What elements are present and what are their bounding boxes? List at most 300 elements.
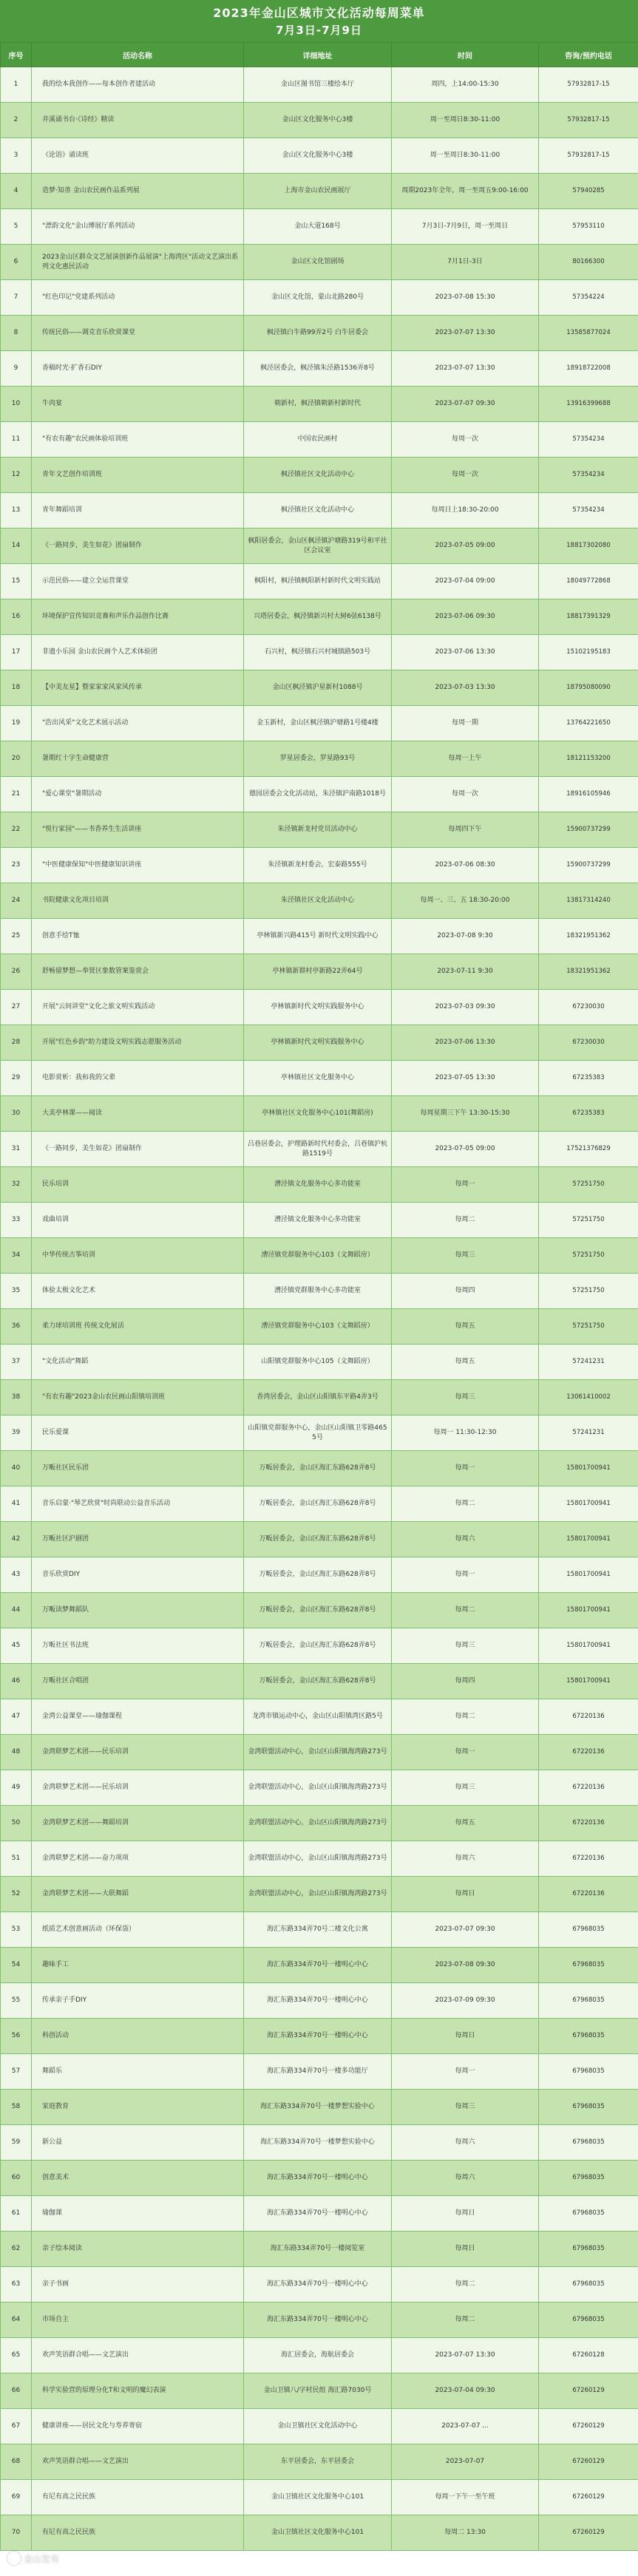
activity-time: 每周五 bbox=[392, 1345, 539, 1380]
row-index: 47 bbox=[1, 1699, 32, 1735]
activity-time: 2023-07-06 08:30 bbox=[392, 848, 539, 883]
activity-time: 2023-07-03 09:30 bbox=[392, 990, 539, 1025]
row-index: 33 bbox=[1, 1203, 32, 1238]
table-row bbox=[1, 174, 638, 209]
activity-time: 2023-07-07 bbox=[392, 2444, 539, 2480]
table-row bbox=[1, 493, 638, 529]
activity-name: 万畈社区书法班 bbox=[32, 1628, 244, 1664]
contact-phone: 67230030 bbox=[539, 990, 638, 1025]
activity-time: 每周三 bbox=[392, 2090, 539, 2125]
activity-address: 朱泾镇新龙村委会，宏泰路555号 bbox=[244, 848, 392, 883]
row-index: 58 bbox=[1, 2090, 32, 2125]
table-row bbox=[1, 1096, 638, 1132]
activity-time: 周四，上14:00-15:30 bbox=[392, 67, 539, 103]
activity-address: 亭林镇新时代文明实践服务中心 bbox=[244, 990, 392, 1025]
contact-phone: 67968035 bbox=[539, 2267, 638, 2303]
activity-time: 7月1日-3日 bbox=[392, 245, 539, 280]
row-index: 42 bbox=[1, 1522, 32, 1557]
contact-phone: 18918722008 bbox=[539, 351, 638, 387]
row-index: 9 bbox=[1, 351, 32, 387]
row-index: 31 bbox=[1, 1132, 32, 1167]
activity-time: 每周一 bbox=[392, 2054, 539, 2090]
activity-time: 每周一、三、五 18:30-20:00 bbox=[392, 883, 539, 919]
activity-address: 万畈居委会，金山区海汇东路628弄8号 bbox=[244, 1486, 392, 1522]
activity-name: 科学实验营的原理分化T和文明的魔幻表演 bbox=[32, 2373, 244, 2409]
activity-address: 海汇东路334弄70号一楼梦想实验中心 bbox=[244, 2125, 392, 2161]
activity-name: 趣味手工 bbox=[32, 1948, 244, 1983]
row-index: 67 bbox=[1, 2409, 32, 2444]
activity-time: 2023-07-06 09:30 bbox=[392, 599, 539, 635]
table-row bbox=[1, 1238, 638, 1274]
row-index: 40 bbox=[1, 1451, 32, 1486]
activity-name: 我的绘本我创作——每本创作者建活动 bbox=[32, 67, 244, 103]
activity-time: 每周日 bbox=[392, 2196, 539, 2232]
row-index: 59 bbox=[1, 2125, 32, 2161]
row-index: 43 bbox=[1, 1557, 32, 1593]
contact-phone: 15801700941 bbox=[539, 1593, 638, 1628]
table-row bbox=[1, 458, 638, 493]
activity-address: 万畈居委会，金山区海汇东路628弄8号 bbox=[244, 1522, 392, 1557]
contact-phone: 15900737299 bbox=[539, 848, 638, 883]
contact-phone: 67260129 bbox=[539, 2373, 638, 2409]
contact-phone: 67968035 bbox=[539, 1912, 638, 1948]
table-row bbox=[1, 599, 638, 635]
row-index: 60 bbox=[1, 2161, 32, 2196]
activity-time: 每周一期 bbox=[392, 706, 539, 741]
activity-address: 东平居委会，东平居委会 bbox=[244, 2444, 392, 2480]
activity-address: 漕泾镇文化服务中心多功能室 bbox=[244, 1167, 392, 1203]
contact-phone: 15801700941 bbox=[539, 1664, 638, 1699]
row-index: 7 bbox=[1, 280, 32, 316]
contact-phone: 18321951362 bbox=[539, 954, 638, 990]
row-index: 37 bbox=[1, 1345, 32, 1380]
activity-name: 民乐爱课 bbox=[32, 1416, 244, 1451]
activity-time: 2023-07-06 13:30 bbox=[392, 635, 539, 670]
activity-name: 井溪诵书台·《诗经》精读 bbox=[32, 103, 244, 138]
table-row bbox=[1, 670, 638, 706]
contact-phone: 15102195183 bbox=[539, 635, 638, 670]
activity-address: 金山卫镇社区文化服务中心101 bbox=[244, 2480, 392, 2515]
activity-address: 海汇东路334弄70号一楼梦想实验中心 bbox=[244, 2090, 392, 2125]
contact-phone: 57932817-15 bbox=[539, 138, 638, 174]
row-index: 65 bbox=[1, 2338, 32, 2373]
contact-phone: 18049772868 bbox=[539, 564, 638, 599]
activity-name: 万畈社区沪剧团 bbox=[32, 1522, 244, 1557]
contact-phone: 67235383 bbox=[539, 1096, 638, 1132]
contact-phone: 57251750 bbox=[539, 1167, 638, 1203]
activity-name: 电影赏析：我和我的父辈 bbox=[32, 1061, 244, 1096]
contact-phone: 57953110 bbox=[539, 209, 638, 245]
activity-time: 2023-07-07 13:30 bbox=[392, 351, 539, 387]
contact-phone: 57932817-15 bbox=[539, 103, 638, 138]
row-index: 57 bbox=[1, 2054, 32, 2090]
row-index: 27 bbox=[1, 990, 32, 1025]
table-row bbox=[1, 812, 638, 848]
table-row bbox=[1, 1557, 638, 1593]
table-row bbox=[1, 635, 638, 670]
table-row bbox=[1, 209, 638, 245]
activity-time: 2023-07-07 09:30 bbox=[392, 387, 539, 422]
table-body bbox=[1, 67, 638, 2551]
row-index: 49 bbox=[1, 1770, 32, 1806]
activity-time: 每周一上午 bbox=[392, 741, 539, 777]
table-row bbox=[1, 883, 638, 919]
row-index: 64 bbox=[1, 2303, 32, 2338]
activity-name: 民乐培训 bbox=[32, 1167, 244, 1203]
row-index: 4 bbox=[1, 174, 32, 209]
activity-address: 亭林镇新群村亭新路22弄64号 bbox=[244, 954, 392, 990]
activity-address: 金山卫镇八/字村民组 海汇路7030号 bbox=[244, 2373, 392, 2409]
watermark bbox=[7, 2550, 59, 2566]
table-row bbox=[1, 1167, 638, 1203]
activity-address: 亭林镇社区文化服务中心101(舞蹈房) bbox=[244, 1096, 392, 1132]
row-index: 13 bbox=[1, 493, 32, 529]
column-header-phone: 咨询/预约电话 bbox=[539, 43, 638, 67]
row-index: 39 bbox=[1, 1416, 32, 1451]
activity-time: 每周一次 bbox=[392, 458, 539, 493]
activity-name: 万畈社区民乐团 bbox=[32, 1451, 244, 1486]
activity-address: 金湾联盟活动中心，金山区山阳镇海湾路273号 bbox=[244, 1770, 392, 1806]
row-index: 52 bbox=[1, 1877, 32, 1912]
contact-phone: 13585877024 bbox=[539, 316, 638, 351]
row-index: 54 bbox=[1, 1948, 32, 1983]
activity-address: 亭林镇社区文化服务中心 bbox=[244, 1061, 392, 1096]
contact-phone: 57251750 bbox=[539, 1274, 638, 1309]
table-row bbox=[1, 1877, 638, 1912]
table-row bbox=[1, 1735, 638, 1770]
activity-time: 周期2023年全年，周一至周五9:00-16:00 bbox=[392, 174, 539, 209]
activity-address: 德园居委会文化活动站，朱泾镇沪南路1018号 bbox=[244, 777, 392, 812]
activity-name: 新公益 bbox=[32, 2125, 244, 2161]
contact-phone: 67220136 bbox=[539, 1735, 638, 1770]
activity-address: 香湾居委会，金山区山阳镇东平路4弄3号 bbox=[244, 1380, 392, 1416]
activity-address: 漕泾镇党群服务中心103（文舞蹈房） bbox=[244, 1309, 392, 1345]
activity-address: 枫泾镇社区文化活动中心 bbox=[244, 458, 392, 493]
contact-phone: 67968035 bbox=[539, 2303, 638, 2338]
table-row bbox=[1, 1203, 638, 1238]
activity-name: "文化活动"舞蹈 bbox=[32, 1345, 244, 1380]
activity-address: 海汇东路334弄70号一楼明心中心 bbox=[244, 1948, 392, 1983]
activity-time: 每周二 13:30 bbox=[392, 2515, 539, 2551]
activity-address: 朱泾镇社区文化活动中心 bbox=[244, 883, 392, 919]
activity-name: "中医健康保知"中医健康知识讲座 bbox=[32, 848, 244, 883]
row-index: 66 bbox=[1, 2373, 32, 2409]
row-index: 18 bbox=[1, 670, 32, 706]
activity-address: 金湾联盟活动中心，金山区山阳镇海湾路273号 bbox=[244, 1806, 392, 1841]
table-row bbox=[1, 741, 638, 777]
activity-address: 金山区文化服务中心3楼 bbox=[244, 138, 392, 174]
activity-time: 每周一 bbox=[392, 1557, 539, 1593]
contact-phone: 67968035 bbox=[539, 2019, 638, 2054]
table-row bbox=[1, 67, 638, 103]
table-row bbox=[1, 2409, 638, 2444]
activity-time: 2023-07-07 13:30 bbox=[392, 2338, 539, 2373]
row-index: 55 bbox=[1, 1983, 32, 2019]
table-row bbox=[1, 2232, 638, 2267]
activity-address: 海汇东路334弄70号一楼明心中心 bbox=[244, 2303, 392, 2338]
activity-name: 市场自主 bbox=[32, 2303, 244, 2338]
activity-address: 海汇东路334弄70号一楼明心中心 bbox=[244, 2019, 392, 2054]
activity-address: 枫阳村，枫泾镇枫阳新村新时代文明实践站 bbox=[244, 564, 392, 599]
activity-address: 石兴村，枫泾镇石兴村城镇路503号 bbox=[244, 635, 392, 670]
contact-phone: 57251750 bbox=[539, 1309, 638, 1345]
activity-address: 吕巷居委会，护理路新时代村委会，吕巷镇沪杭路1519号 bbox=[244, 1132, 392, 1167]
activity-time: 每周三 bbox=[392, 1238, 539, 1274]
activity-time: 每周日 bbox=[392, 2232, 539, 2267]
table-row bbox=[1, 351, 638, 387]
contact-phone: 57241231 bbox=[539, 1416, 638, 1451]
activity-address: 海汇东路334弄70号一楼明心中心 bbox=[244, 1983, 392, 2019]
activity-address: 金山区枫泾镇沪星新村1088号 bbox=[244, 670, 392, 706]
row-index: 53 bbox=[1, 1912, 32, 1948]
activity-name: 牛肉宴 bbox=[32, 387, 244, 422]
activity-address: 亭林镇新时代文明实践服务中心 bbox=[244, 1025, 392, 1061]
contact-phone: 67220136 bbox=[539, 1877, 638, 1912]
row-index: 34 bbox=[1, 1238, 32, 1274]
activity-time: 2023-07-11 9:30 bbox=[392, 954, 539, 990]
activity-name: 《一路同步，美生如花》团扇制作 bbox=[32, 529, 244, 564]
activity-address: 万畈居委会，金山区海汇东路628弄8号 bbox=[244, 1593, 392, 1628]
activity-address: 枫泾镇白牛路99弄2号 白牛居委会 bbox=[244, 316, 392, 351]
table-row bbox=[1, 2125, 638, 2161]
activity-name: 有尼有高之民民族 bbox=[32, 2480, 244, 2515]
table-row bbox=[1, 1486, 638, 1522]
activity-address: 金山卫镇社区文化服务中心101 bbox=[244, 2515, 392, 2551]
activity-time: 周一至周日8:30-11:00 bbox=[392, 138, 539, 174]
contact-phone: 67260128 bbox=[539, 2338, 638, 2373]
activity-name: 传统民俗——调克音乐欣赏课堂 bbox=[32, 316, 244, 351]
activity-time: 每周四下午 bbox=[392, 812, 539, 848]
table-row bbox=[1, 2267, 638, 2303]
activity-time: 2023-07-07 09:30 bbox=[392, 1912, 539, 1948]
row-index: 29 bbox=[1, 1061, 32, 1096]
table-row bbox=[1, 2515, 638, 2551]
activity-name: "漂韵文化"金山博展厅系列活动 bbox=[32, 209, 244, 245]
contact-phone: 67220136 bbox=[539, 1841, 638, 1877]
contact-phone: 18321951362 bbox=[539, 919, 638, 954]
activity-name: 金湾联梦艺术团——舞蹈培训 bbox=[32, 1806, 244, 1841]
contact-phone: 13061410002 bbox=[539, 1380, 638, 1416]
activity-time: 每周二 bbox=[392, 2303, 539, 2338]
row-index: 2 bbox=[1, 103, 32, 138]
table-row bbox=[1, 1770, 638, 1806]
activity-name: 造梦·知善 金山农民画作品系列展 bbox=[32, 174, 244, 209]
activity-name: 舒畅留梦想—奉贤区象数管案鉴赏会 bbox=[32, 954, 244, 990]
activity-address: 万畈居委会，金山区海汇东路628弄8号 bbox=[244, 1628, 392, 1664]
activity-time: 每周三 bbox=[392, 1770, 539, 1806]
activity-address: 金湾联盟活动中心，金山区山阳镇海湾路273号 bbox=[244, 1735, 392, 1770]
activity-time: 2023-07-05 09:00 bbox=[392, 529, 539, 564]
activity-address: 罗星居委会，罗星路93号 bbox=[244, 741, 392, 777]
activity-time: 周一至周日8:30-11:00 bbox=[392, 103, 539, 138]
row-index: 62 bbox=[1, 2232, 32, 2267]
table-row bbox=[1, 564, 638, 599]
contact-phone: 67230030 bbox=[539, 1025, 638, 1061]
activity-address: 海汇东路334弄70号一楼多功能厅 bbox=[244, 2054, 392, 2090]
activity-address: 枫泾镇社区文化活动中心 bbox=[244, 493, 392, 529]
contact-phone: 15900737299 bbox=[539, 812, 638, 848]
activity-address: 海汇东路334弄70号二楼文化公寓 bbox=[244, 1912, 392, 1948]
activity-name: 纸质艺术创意画活动（环保袋） bbox=[32, 1912, 244, 1948]
activity-name: "有农有趣"农民画体验培训班 bbox=[32, 422, 244, 458]
activity-name: 舞蹈乐 bbox=[32, 2054, 244, 2090]
title-banner bbox=[0, 0, 638, 42]
activity-name: 《论语》诵读班 bbox=[32, 138, 244, 174]
table-row bbox=[1, 1274, 638, 1309]
table-header-row bbox=[1, 43, 638, 67]
activity-address: 龙湾市镇运动中心，金山区山阳镇湾区路5号 bbox=[244, 1699, 392, 1735]
row-index: 20 bbox=[1, 741, 32, 777]
table-row bbox=[1, 1983, 638, 2019]
activity-address: 亭林镇新兴路415号 新时代文明实践中心 bbox=[244, 919, 392, 954]
activity-address: 漕泾镇党群服务中心多功能室 bbox=[244, 1274, 392, 1309]
page-title: 2023年金山区城市文化活动每周菜单 bbox=[213, 6, 425, 20]
activity-address: 山阳镇党群服务中心105（文舞蹈房） bbox=[244, 1345, 392, 1380]
activity-address: 漕泾镇党群服务中心103（文舞蹈房） bbox=[244, 1238, 392, 1274]
activity-name: "有农有趣"2023金山农民画山阳镇培训班 bbox=[32, 1380, 244, 1416]
activity-name: 非遗小乐园 金山农民画个人艺术体验团 bbox=[32, 635, 244, 670]
activity-time: 每周五 bbox=[392, 1309, 539, 1345]
row-index: 45 bbox=[1, 1628, 32, 1664]
row-index: 15 bbox=[1, 564, 32, 599]
activity-name: 柔力球培训班 传统文化展活 bbox=[32, 1309, 244, 1345]
activity-name: "浩出风采"文化艺术展示活动 bbox=[32, 706, 244, 741]
row-index: 69 bbox=[1, 2480, 32, 2515]
row-index: 26 bbox=[1, 954, 32, 990]
activity-address: 海汇居委会，海航居委会 bbox=[244, 2338, 392, 2373]
table-row bbox=[1, 706, 638, 741]
activity-address: 金湾联盟活动中心，金山区山阳镇海湾路273号 bbox=[244, 1877, 392, 1912]
activity-name: 开展"红色乡韵"助力建设文明实践志愿服务活动 bbox=[32, 1025, 244, 1061]
activity-address: 金山区图书馆三楼绘本厅 bbox=[244, 67, 392, 103]
table-row bbox=[1, 1664, 638, 1699]
row-index: 21 bbox=[1, 777, 32, 812]
activity-time: 每周六 bbox=[392, 2161, 539, 2196]
activity-address: 金山区文化馆，蒙山北路280号 bbox=[244, 280, 392, 316]
activity-address: 金湾联盟活动中心，金山区山阳镇海湾路273号 bbox=[244, 1841, 392, 1877]
activity-name: 音乐欣赏DIY bbox=[32, 1557, 244, 1593]
activity-time: 每周一次 bbox=[392, 422, 539, 458]
row-index: 6 bbox=[1, 245, 32, 280]
contact-phone: 67260129 bbox=[539, 2480, 638, 2515]
activity-address: 万畈居委会，金山区海汇东路628弄8号 bbox=[244, 1664, 392, 1699]
activity-name: 万畈社区合唱团 bbox=[32, 1664, 244, 1699]
activity-address: 海汇东路334弄70号一楼阅览室 bbox=[244, 2232, 392, 2267]
activity-address: 朝新村，枫泾镇朝新村新时代 bbox=[244, 387, 392, 422]
contact-phone: 57354224 bbox=[539, 280, 638, 316]
column-header-activity: 活动名称 bbox=[32, 43, 244, 67]
activity-time: 每周一次 bbox=[392, 777, 539, 812]
activity-name: 青年文艺创作培训班 bbox=[32, 458, 244, 493]
table-row bbox=[1, 1806, 638, 1841]
contact-phone: 67968035 bbox=[539, 2161, 638, 2196]
row-index: 22 bbox=[1, 812, 32, 848]
activity-name: 《一路同步，美生如花》团扇制作 bbox=[32, 1132, 244, 1167]
row-index: 16 bbox=[1, 599, 32, 635]
contact-phone: 18817302080 bbox=[539, 529, 638, 564]
activity-name: 传承亲子手DIY bbox=[32, 1983, 244, 2019]
activity-time: 每周星期三下午 13:30-15:30 bbox=[392, 1096, 539, 1132]
contact-phone: 18121153200 bbox=[539, 741, 638, 777]
contact-phone: 67220136 bbox=[539, 1699, 638, 1735]
activity-name: 环境保护宣传知识竞赛和声乐作品创作比赛 bbox=[32, 599, 244, 635]
row-index: 70 bbox=[1, 2515, 32, 2551]
contact-phone: 15801700941 bbox=[539, 1486, 638, 1522]
table-row bbox=[1, 2054, 638, 2090]
row-index: 14 bbox=[1, 529, 32, 564]
table-row bbox=[1, 529, 638, 564]
contact-phone: 15801700941 bbox=[539, 1557, 638, 1593]
contact-phone: 67968035 bbox=[539, 2125, 638, 2161]
row-index: 46 bbox=[1, 1664, 32, 1699]
contact-phone: 67968035 bbox=[539, 2090, 638, 2125]
table-row bbox=[1, 1132, 638, 1167]
contact-phone: 57251750 bbox=[539, 1238, 638, 1274]
table-row bbox=[1, 1628, 638, 1664]
activity-time: 每周二 bbox=[392, 1593, 539, 1628]
activity-time: 2023-07-08 9:30 bbox=[392, 919, 539, 954]
activity-time: 每周六 bbox=[392, 2125, 539, 2161]
table-row bbox=[1, 1309, 638, 1345]
table-row bbox=[1, 2303, 638, 2338]
activity-time: 每周二 bbox=[392, 2267, 539, 2303]
activity-time: 每周日 bbox=[392, 1877, 539, 1912]
activity-name: 示范民俗——建立全运营课堂 bbox=[32, 564, 244, 599]
activity-time: 每周五 bbox=[392, 1806, 539, 1841]
contact-phone: 57354234 bbox=[539, 422, 638, 458]
table-row bbox=[1, 2019, 638, 2054]
activity-name: 科创活动 bbox=[32, 2019, 244, 2054]
row-index: 8 bbox=[1, 316, 32, 351]
activity-time: 每周一 11:30-12:30 bbox=[392, 1416, 539, 1451]
contact-phone: 67968035 bbox=[539, 1948, 638, 1983]
table-row bbox=[1, 1025, 638, 1061]
row-index: 35 bbox=[1, 1274, 32, 1309]
table-row bbox=[1, 2373, 638, 2409]
activity-time: 2023-07-09 09:30 bbox=[392, 1983, 539, 2019]
activity-name: "红色印记"党建系列活动 bbox=[32, 280, 244, 316]
row-index: 19 bbox=[1, 706, 32, 741]
row-index: 50 bbox=[1, 1806, 32, 1841]
activity-name: 金湾联梦艺术团——奋力项项 bbox=[32, 1841, 244, 1877]
activity-address: 山阳镇党群服务中心，金山区山阳镇卫零路4655号 bbox=[244, 1416, 392, 1451]
contact-phone: 67260129 bbox=[539, 2444, 638, 2480]
row-index: 3 bbox=[1, 138, 32, 174]
table-row bbox=[1, 777, 638, 812]
table-row bbox=[1, 1699, 638, 1735]
activity-address: 漕泾镇文化服务中心多功能室 bbox=[244, 1203, 392, 1238]
activity-name: 家庭教育 bbox=[32, 2090, 244, 2125]
activity-name: 【中美友星】暨家家家风家风传承 bbox=[32, 670, 244, 706]
contact-phone: 18795080090 bbox=[539, 670, 638, 706]
activity-name: 书院健康文化项目培训 bbox=[32, 883, 244, 919]
activity-name: 万畈读梦舞蹈队 bbox=[32, 1593, 244, 1628]
activity-time: 每周一 bbox=[392, 1735, 539, 1770]
activity-time: 7月3日-7月9日，周一至周日 bbox=[392, 209, 539, 245]
table-row bbox=[1, 1416, 638, 1451]
column-header-time: 时间 bbox=[392, 43, 539, 67]
activity-name: 亲子书画 bbox=[32, 2267, 244, 2303]
activity-time: 每周一 bbox=[392, 1451, 539, 1486]
contact-phone: 15801700941 bbox=[539, 1451, 638, 1486]
contact-phone: 67968035 bbox=[539, 2054, 638, 2090]
row-index: 1 bbox=[1, 67, 32, 103]
activity-name: 瑜伽课 bbox=[32, 2196, 244, 2232]
activity-time: 每周一下午一至午班 bbox=[392, 2480, 539, 2515]
contact-phone: 15801700941 bbox=[539, 1522, 638, 1557]
activity-name: 欢声笑语群合唱——文艺演出 bbox=[32, 2444, 244, 2480]
row-index: 61 bbox=[1, 2196, 32, 2232]
